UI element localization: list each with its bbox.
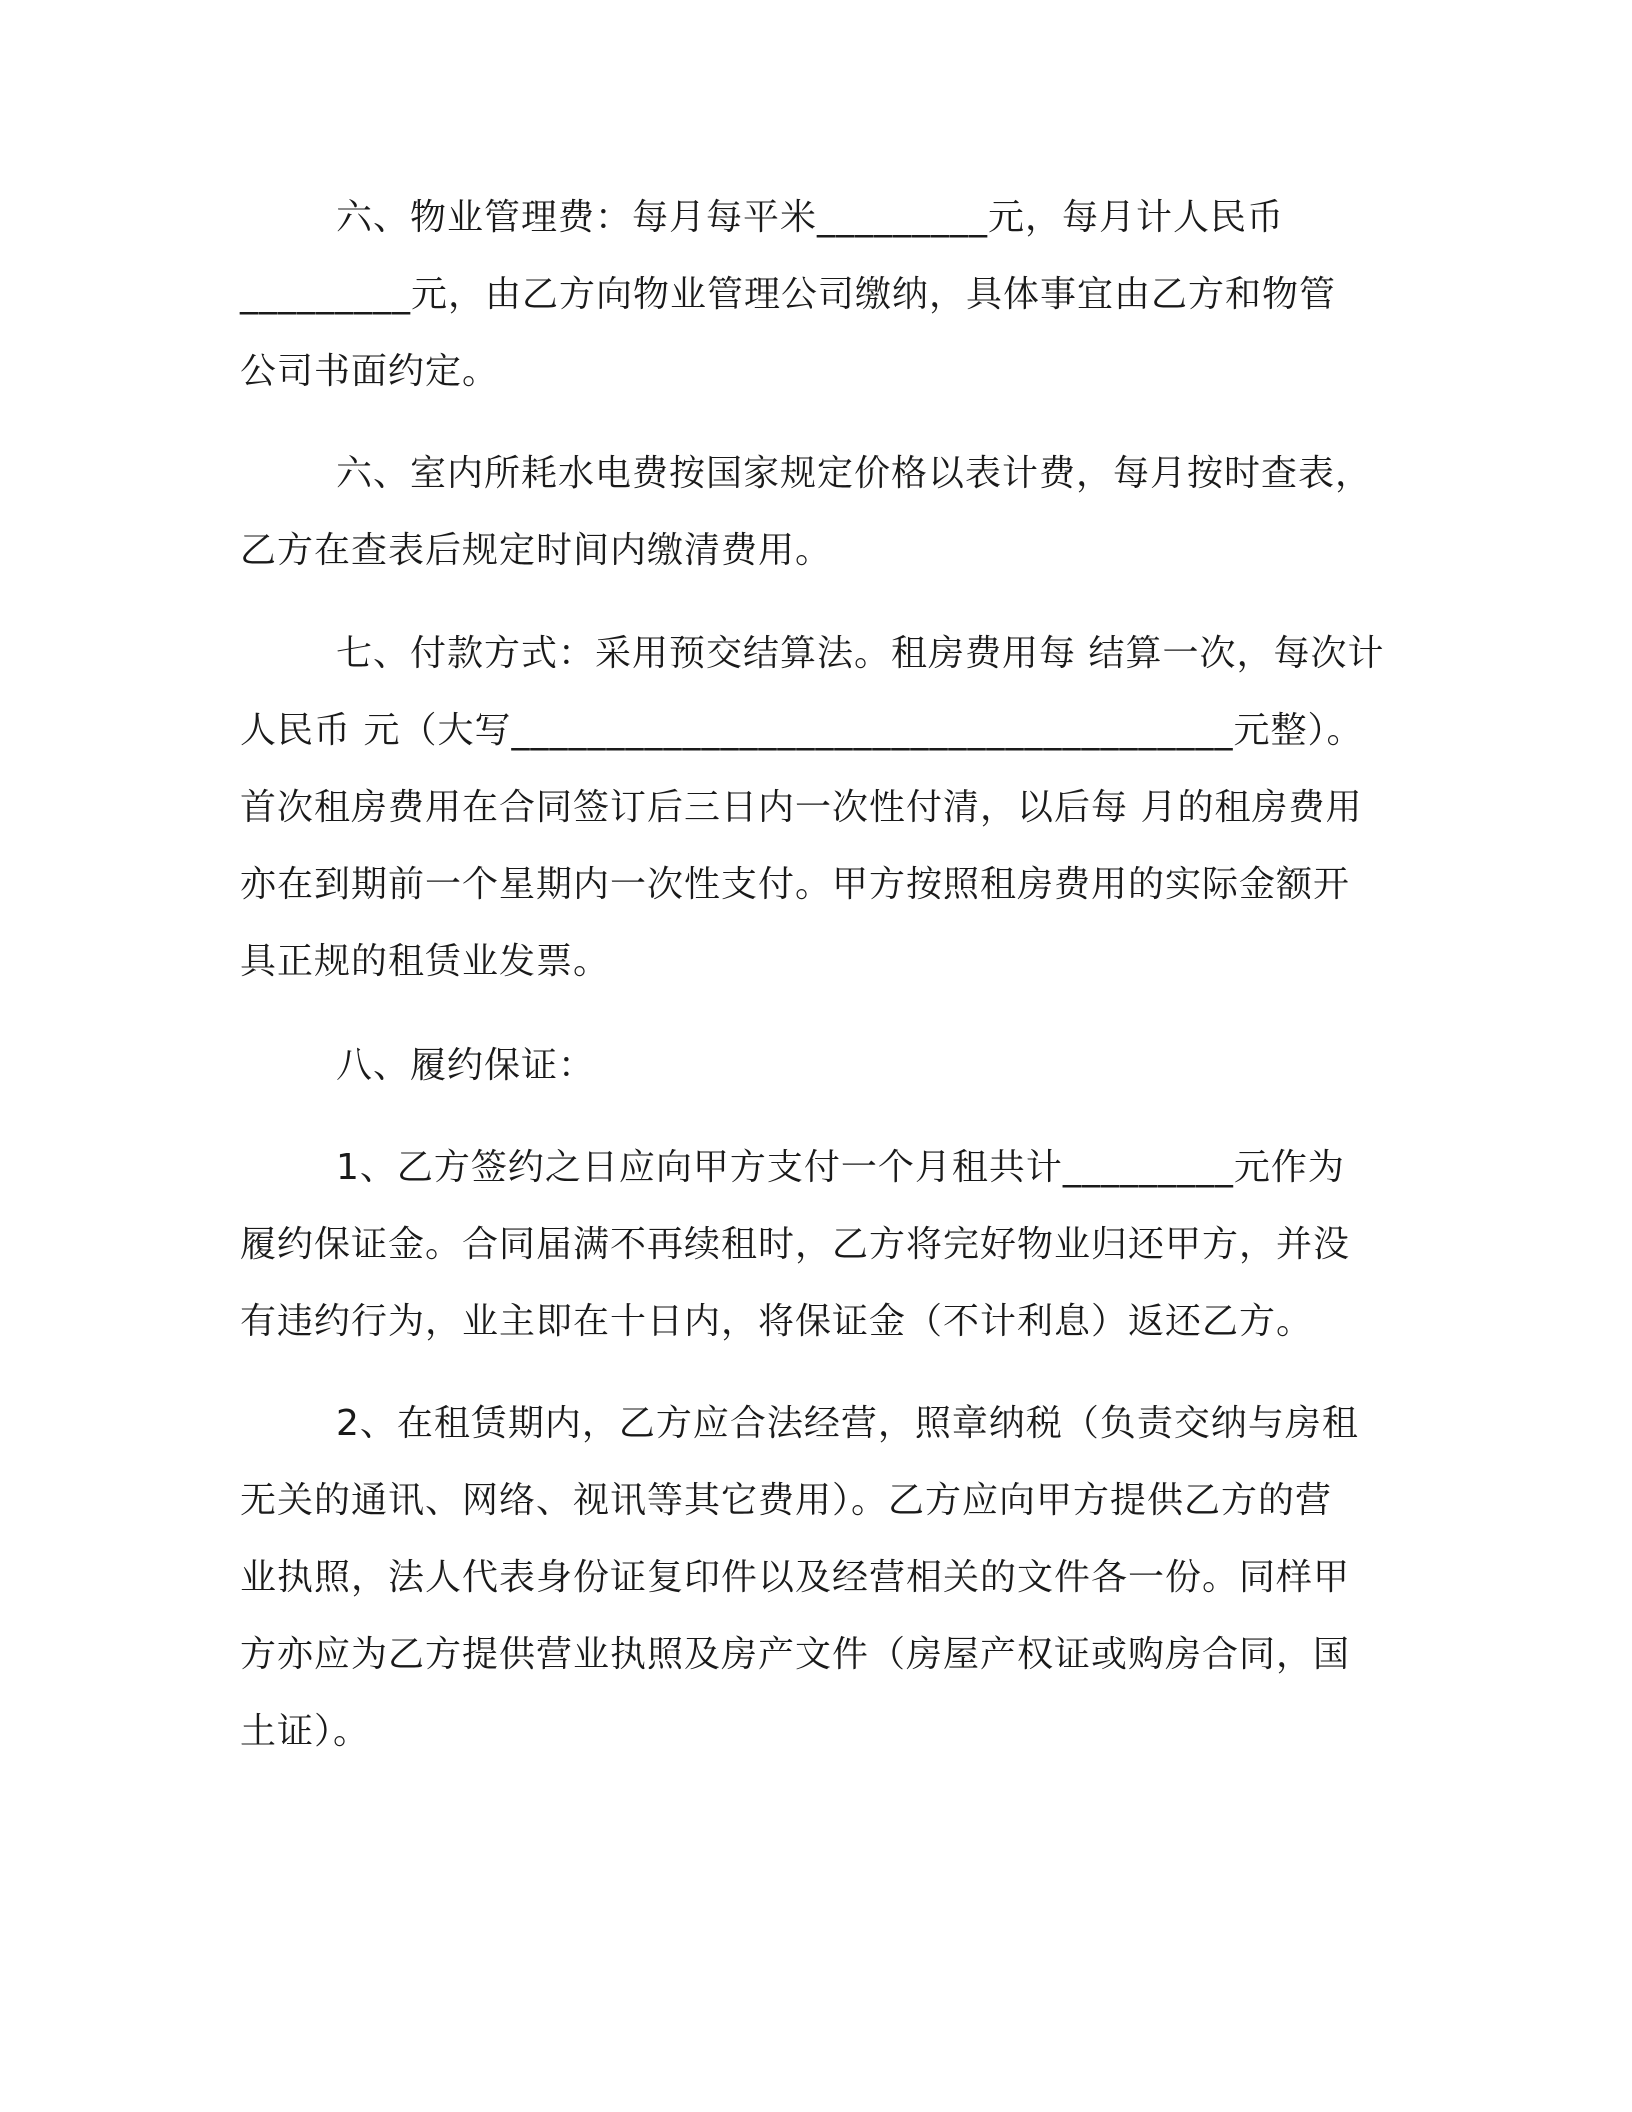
text-line: 七、付款方式：采用预交结算法。租房费用每 结算一次，每次计	[336, 633, 1385, 674]
text-line: 履约保证金。合同届满不再续租时，乙方将完好物业归还甲方，并没	[240, 1224, 1351, 1265]
section-heading: 八、履约保证：	[336, 1045, 596, 1086]
text-line: 1、乙方签约之日应向甲方支付一个月租共计_________元作为	[336, 1147, 1345, 1188]
text-line: 方亦应为乙方提供营业执照及房产文件（房屋产权证或购房合同，国	[240, 1634, 1351, 1675]
text-line: 无关的通讯、网络、视讯等其它费用）。乙方应向甲方提供乙方的营	[240, 1480, 1333, 1521]
text-line: 首次租房费用在合同签订后三日内一次性付清，以后每 月的租房费用	[240, 787, 1363, 828]
text-line: 有违约行为，业主即在十日内，将保证金（不计利息）返还乙方。	[240, 1301, 1314, 1342]
text-line: 六、室内所耗水电费按国家规定价格以表计费，每月按时查表，	[336, 453, 1373, 494]
text-line: 公司书面约定。	[240, 351, 500, 392]
text-line: 人民币 元（大写______________________________________元整）。	[240, 710, 1364, 751]
text-line: 具正规的租赁业发票。	[240, 941, 611, 982]
text-line: 乙方在查表后规定时间内缴清费用。	[240, 530, 833, 571]
text-line: _________元，由乙方向物业管理公司缴纳，具体事宜由乙方和物管	[240, 274, 1337, 315]
text-line: 土证）。	[240, 1711, 371, 1752]
text-line: 业执照，法人代表身份证复印件以及经营相关的文件各一份。同样甲	[240, 1557, 1351, 1598]
text-line: 2、在租赁期内，乙方应合法经营，照章纳税（负责交纳与房租	[336, 1403, 1359, 1444]
text-line: 亦在到期前一个星期内一次性支付。甲方按照租房费用的实际金额开	[240, 864, 1351, 905]
text-line: 六、物业管理费：每月每平米_________元，每月计人民币	[336, 197, 1285, 238]
